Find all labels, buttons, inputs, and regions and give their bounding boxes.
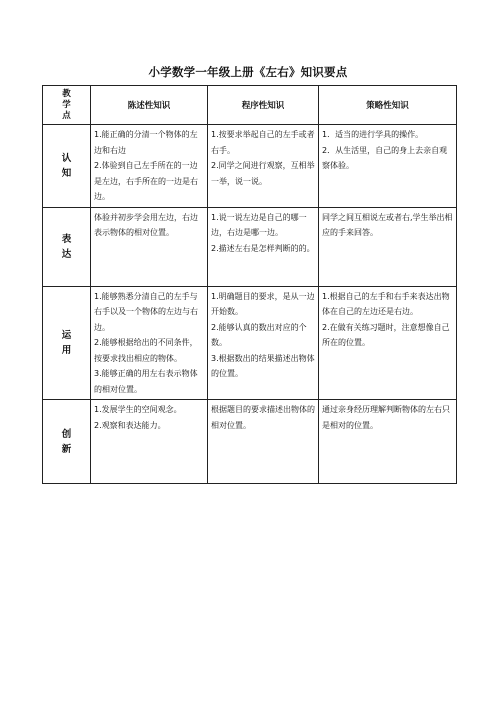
table-cell — [91, 125, 208, 208]
cell-text — [211, 289, 315, 382]
cell-line: 1.按要求举起自己的左手或者右手。 — [211, 130, 315, 155]
cell-text — [211, 127, 315, 189]
column-header-procedural: 程序性知识 — [208, 86, 319, 125]
cell-line: 2.观察和表达能力。 — [94, 420, 166, 430]
page-title: 小学数学一年级上册《左右》知识要点 — [148, 65, 348, 79]
cell-line: 1.根据自己的左手和右手来表达出物体在自己的左边还是右边。 — [322, 291, 450, 316]
row-label-char: 表 — [61, 233, 72, 245]
table-cell — [208, 400, 319, 484]
cell-line: 2.在做有关练习题时，注意想像自己所在的位置。 — [322, 322, 450, 347]
row-label-char: 创 — [61, 428, 72, 440]
cell-line: 2.同学之间进行观察，互相举一举，说一说。 — [211, 161, 315, 186]
cell-text — [322, 289, 453, 351]
corner-header-char-3: 点 — [62, 110, 71, 121]
cell-line: 根据题目的要求描述出物体的相对位置。 — [211, 405, 315, 430]
row-label-cognition — [43, 125, 91, 208]
table-cell — [319, 400, 457, 484]
cell-text — [94, 289, 204, 398]
row-label-innovation — [43, 400, 91, 484]
table-cell — [208, 286, 319, 400]
cell-text — [94, 402, 204, 433]
row-label-expression — [43, 207, 91, 286]
table-cell — [208, 207, 319, 286]
knowledge-table — [42, 85, 457, 484]
cell-line: 1.能正确的分清一个物体的左边和右边 — [94, 130, 198, 155]
table-cell — [319, 125, 457, 208]
table-row-innovation — [43, 400, 457, 484]
cell-text — [322, 127, 453, 174]
cell-line: 1.发展学生的空间观念。 — [94, 405, 182, 414]
row-label-application — [43, 286, 91, 400]
cell-text — [94, 127, 204, 205]
cell-line: 体验并初步学会用左边，右边表示物体的相对位置。 — [94, 212, 198, 237]
cell-line: 1.能够熟悉分清自己的左手与右手以及一个物体的左边与右边。 — [94, 291, 198, 332]
cell-text — [211, 210, 315, 257]
cell-line: 2.体验到自己左手所在的一边是左边，右手所在的一边是右边。 — [94, 161, 198, 201]
header-row — [43, 86, 457, 125]
table-cell — [319, 286, 457, 400]
cell-line: 2.描述左右是怎样判断的的。 — [211, 243, 315, 253]
cell-line: 1．适当的进行学具的操作。 — [322, 130, 424, 139]
table-row-expression — [43, 207, 457, 286]
table-cell — [91, 286, 208, 400]
cell-line: 2.能够根据给出的不同条件，按要求找出相应的物体。 — [94, 338, 198, 363]
corner-header — [43, 86, 91, 125]
corner-header-char-1: 教 — [62, 88, 71, 99]
cell-text — [322, 402, 453, 433]
table-cell — [91, 400, 208, 484]
cell-line: 3.能够正确的用左右表示物体的相对位置。 — [94, 369, 198, 394]
cell-line: 3.根据数出的结果描述出物体的位置。 — [211, 353, 315, 378]
table-row-cognition — [43, 125, 457, 208]
cell-line: 通过亲身经历理解判断物体的左右只是相对的位置。 — [322, 405, 450, 430]
table-cell — [319, 207, 457, 286]
cell-text — [211, 402, 315, 433]
cell-line: 2.能够认真的数出对应的个数。 — [211, 322, 307, 347]
cell-line: 2．从生活里，自己的身上去亲自观察体验。 — [322, 145, 448, 170]
table-row-application — [43, 286, 457, 400]
cell-line: 同学之间互相说左或者右,学生举出相应的手来回答。 — [322, 212, 453, 237]
row-label-char: 运 — [61, 329, 72, 341]
row-label-char: 知 — [61, 167, 72, 179]
corner-header-char-2: 学 — [62, 99, 71, 110]
row-label-char: 新 — [61, 443, 72, 455]
cell-text — [94, 210, 204, 241]
column-header-declarative: 陈述性知识 — [91, 86, 208, 125]
row-label-char: 用 — [61, 344, 72, 356]
table-cell — [91, 207, 208, 286]
table-cell — [208, 125, 319, 208]
cell-line: 1.说一说左边是自己的哪一边，右边是哪一边。 — [211, 212, 307, 237]
row-label-char: 认 — [61, 152, 72, 164]
column-header-strategic: 策略性知识 — [319, 86, 457, 125]
row-label-char: 达 — [61, 248, 72, 260]
cell-line: 1.明确题目的要求，是从一边开始数。 — [211, 291, 315, 316]
cell-text — [322, 210, 453, 241]
